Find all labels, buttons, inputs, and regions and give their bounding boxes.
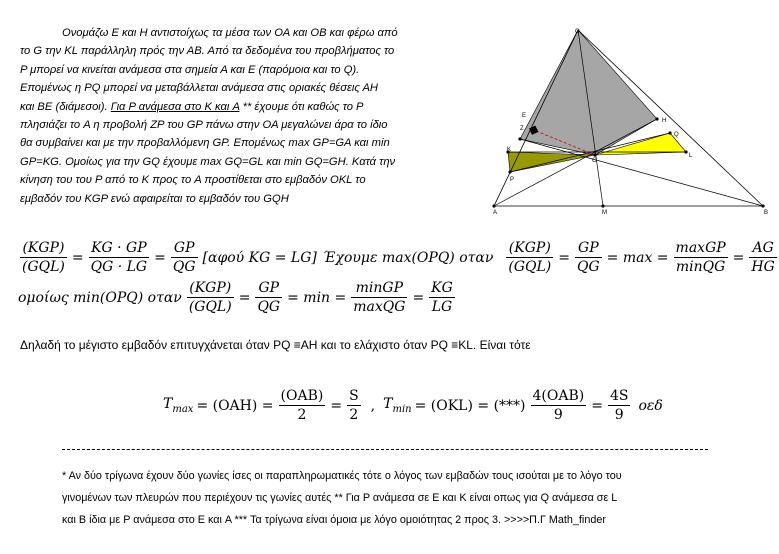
fraction: $\frac{S}{2}$ bbox=[349, 388, 359, 423]
point-h bbox=[655, 117, 658, 120]
paragraph-line: Ονομάζω Ε και Η αντιστοίχως τα μέσα των ΟΑ και ΟΒ και φέρω από bbox=[62, 27, 398, 39]
t-min: $T_{min}$ bbox=[383, 396, 412, 415]
gray-region bbox=[520, 30, 657, 155]
label-g: G bbox=[592, 158, 597, 164]
fraction: $\frac{AG}{HG}$ bbox=[751, 240, 775, 275]
formula-line-2: ομοίως min(OPQ) οταν (KGP) (GQL) = $\frac{GP}{QG}$ = min = minGP maxQG = $\frac{KG}{LG}$ bbox=[18, 280, 453, 315]
fraction: $\frac{GP}{QG}$ bbox=[257, 280, 281, 315]
fraction: (KGP) (GQL) bbox=[22, 240, 65, 275]
label-e: E bbox=[522, 113, 527, 119]
paragraph-line: GP=KG. Ομοίως για την GQ έχουμε max GQ=GL και min GQ=GH. Κατά την bbox=[20, 155, 396, 168]
label-z: Z bbox=[520, 126, 524, 132]
point-p bbox=[508, 170, 511, 173]
triangle-diagram bbox=[484, 24, 768, 218]
conclusion-text: Δηλαδή το μέγιστο εμβαδόν επιτυγχάνεται όταν PQ ≡ΑΗ και το ελάχιστο όταν PQ ≡KL. Είναι τότε bbox=[20, 338, 531, 352]
intro-paragraph bbox=[20, 24, 482, 208]
label-q: Q bbox=[674, 132, 679, 138]
label-k: K bbox=[507, 147, 512, 153]
fraction: (KGP) (GQL) bbox=[188, 280, 232, 315]
fraction: $\frac{GP}{QG}$ bbox=[576, 240, 600, 275]
footnotes bbox=[62, 465, 712, 531]
label-b: B bbox=[764, 210, 769, 216]
paragraph-line: Επομένως η PQ μπορεί να μεταβάλλεται ανάμεσα στις οριακές θέσεις ΑΗ bbox=[20, 82, 379, 95]
fraction: $\frac{KG \cdot GP}{QG \cdot LG}$ bbox=[90, 240, 148, 275]
fraction: (KGP) (GQL) bbox=[508, 240, 552, 275]
paragraph-line bbox=[20, 98, 482, 116]
fraction: $\frac{4S}{9}$ bbox=[609, 388, 629, 423]
footnote-line: γινομένων των πλευρών που περιέχουν τις γωνίες αυτές ** Για P ανάμεσα σε Ε και K είναι οπως για Q ανάμεσα σε L bbox=[62, 492, 618, 504]
point-b bbox=[761, 204, 764, 207]
t-max: $T_{max}$ bbox=[163, 396, 194, 415]
label-o: O bbox=[575, 29, 580, 35]
point-e bbox=[518, 137, 521, 140]
formula-line-1: (KGP) (GQL) = $\frac{KG \cdot GP}{QG \cdot LG}$ = $\frac{GP}{QG}$ [αφού KG = LG] Έχουμε max(OPQ) οταν (KGP) (GQL) = $\frac{GP}{QG}$ = max = maxGP minQG = $\frac{AG}{HG}$ bbox=[22, 240, 775, 275]
paragraph-line: εμβαδόν του KGP ενώ αφαιρείται το εμβαδόν του GQH bbox=[20, 192, 289, 205]
label-a: A bbox=[493, 210, 498, 216]
formula-line-3: $T_{max}$ = (OAH) = (OAB) 2 = $\frac{S}{2}$ , $T_{min}$ = (OKL) = (***) 4(OAB) 9 = $\frac{4S}{9}$ οεδ bbox=[163, 388, 663, 423]
paragraph-line: P μπορεί να κινείται ανάμεσα στα σημεία Α και Ε (παρόμοια και το Q). bbox=[20, 63, 360, 76]
label-m: M bbox=[602, 210, 607, 216]
point-a bbox=[492, 204, 495, 207]
paragraph-line: πλησιάζει το A η προβολή ΖP του GP πάνω στην ΟΑ μεγαλώνει άρα το ίδιο bbox=[20, 119, 388, 132]
point-q bbox=[668, 131, 671, 134]
point-m bbox=[601, 204, 604, 207]
label-l: L bbox=[689, 153, 693, 159]
paragraph-line: κίνηση του του P από το K προς το A προστίθεται στο εμβαδόν OKL το bbox=[20, 174, 366, 187]
label-h: H bbox=[662, 118, 667, 124]
point-l bbox=[684, 150, 687, 153]
footnote-line: και B ίδια με P ανάμεσα στο Ε και A *** Τα τρίγωνα είναι όμοια με λόγο ομοιότητας 2 προς 3. >>>>Π.Γ Math_finder bbox=[62, 514, 606, 526]
fraction: $\frac{KG}{LG}$ bbox=[431, 280, 453, 315]
fraction: 4(OAB) 9 bbox=[532, 388, 585, 423]
paragraph-text: ** έχουμε ότι καθώς το P bbox=[239, 100, 364, 113]
paragraph-line: το G την KL παράλληλη πρός την ΑΒ. Από τα δεδομένα του προβλήματος το bbox=[20, 45, 395, 58]
fraction: maxGP minQG bbox=[675, 240, 726, 275]
footnote-line: * Αν δύο τρίγωνα έχουν δύο γωνίες ίσες οι παραπληρωματικές τότε ο λόγος των εμβαδών τους ισούται με το λόγο του bbox=[62, 470, 622, 482]
paragraph-line: θα συμβαίνει και με την προβαλλόμενη GP. Επομένως max GP=GA και min bbox=[20, 137, 390, 150]
fraction: (OAB) 2 bbox=[280, 388, 324, 423]
underlined-text: Για P ανάμεσα στο K και A bbox=[110, 100, 240, 113]
point-g bbox=[593, 153, 596, 156]
fraction: minGP maxQG bbox=[353, 280, 406, 315]
label-p: P bbox=[510, 177, 515, 183]
footnote-divider bbox=[62, 449, 708, 450]
paragraph-text: και ΒΕ (διάμεσοι). bbox=[20, 100, 111, 113]
fraction: $\frac{GP}{QG}$ bbox=[172, 240, 196, 275]
